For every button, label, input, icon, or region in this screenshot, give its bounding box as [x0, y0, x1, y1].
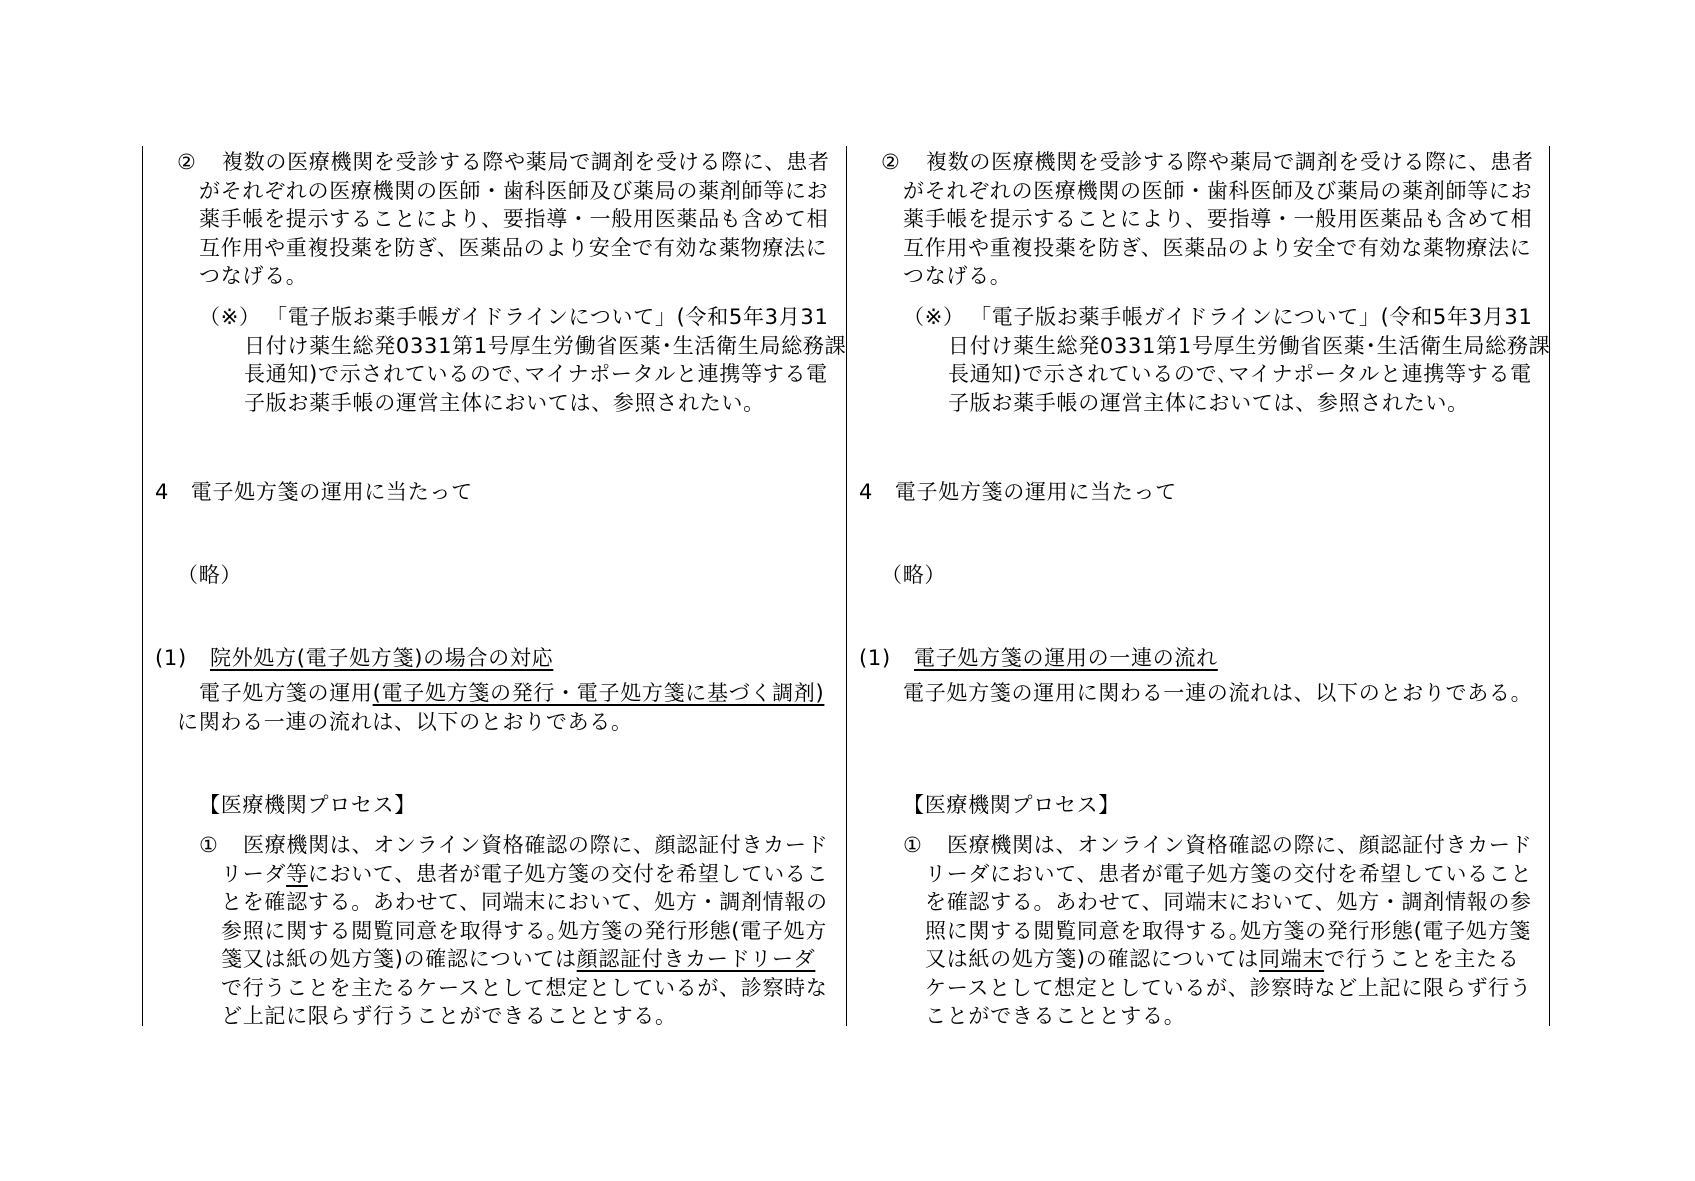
step1-line: 医療機関は、オンライン資格確認の際に、顔認証付きカード [947, 833, 1533, 857]
subsection-1-title: 院外処方(電子処方箋)の場合の対応 [210, 646, 554, 670]
step1-line: 箋又は紙の処方箋)の確認については顔認証付きカードリーダ [221, 947, 816, 971]
step1-line: 又は紙の処方箋)の確認については同端末で行うことを主たる [925, 947, 1520, 971]
section-4-heading: 4 電子処方箋の運用に当たって [859, 480, 1177, 504]
item2-line: 互作用や重複投薬を防ぎ、医薬品のより安全で有効な薬物療法に [903, 235, 1532, 260]
step1-line: とを確認する。あわせて、同端末において、処方・調剤情報の [221, 890, 828, 914]
subsection-1-marker: (1) [859, 646, 891, 670]
step1-marker: ① [903, 833, 923, 857]
step1-line: リーダ等において、患者が電子処方箋の交付を希望しているこ [221, 861, 829, 886]
step1-line: 医療機関は、オンライン資格確認の際に、顔認証付きカード [243, 833, 829, 857]
process-title: 【医療機関プロセス】 [199, 793, 416, 817]
step1-line: ケースとして想定としているが、診察時など上記に限らず行う [925, 975, 1532, 1000]
note-line: 「電子版お薬手帳ガイドラインについて」(令和5年3月31 [266, 305, 829, 329]
step1-line: 参照に関する閲覧同意を取得する｡処方箋の発行形態(電子処方 [221, 918, 827, 943]
section-4-heading: 4 電子処方箋の運用に当たって [155, 480, 473, 504]
step1-line: ことができることとする。 [925, 1004, 1186, 1028]
step1-line: を確認する。あわせて、同端末において、処方・調剤情報の参 [925, 890, 1532, 914]
item2-line: つなげる。 [199, 264, 308, 288]
item2-line: がそれぞれの医療機関の医師・歯科医師及び薬局の薬剤師等にお [199, 178, 829, 203]
note-marker: （※） [903, 305, 965, 329]
item2-line: がそれぞれの医療機関の医師・歯科医師及び薬局の薬剤師等にお [903, 178, 1533, 203]
item2-marker: ② [177, 150, 197, 174]
item2-line: 薬手帳を提示することにより、要指導・一般用医薬品も含めて相 [903, 207, 1533, 231]
subsection-1-marker: (1) [155, 646, 187, 670]
item2-line: つなげる。 [903, 264, 1012, 288]
table-border-right [1549, 146, 1550, 1026]
right-column [846, 146, 1551, 1028]
note-line: 子版お薬手帳の運営主体においては、参照されたい。 [244, 390, 765, 415]
note-marker: （※） [199, 305, 261, 329]
step1-marker: ① [199, 833, 219, 857]
note-line: 長通知)で示されているので､マイナポータルと連携等する電 [948, 362, 1532, 386]
step1-line: 照に関する閲覧同意を取得する｡処方箋の発行形態(電子処方箋 [925, 918, 1531, 943]
item2-line: 薬手帳を提示することにより、要指導・一般用医薬品も含めて相 [199, 207, 829, 231]
subsection-1-body-line: に関わる一連の流れは、以下のとおりである。 [177, 709, 633, 734]
subsection-1-title: 電子処方箋の運用の一連の流れ [914, 646, 1218, 670]
process-title: 【医療機関プロセス】 [903, 793, 1120, 817]
note-line: 日付け薬生総発0331第1号厚生労働省医薬･生活衛生局総務課 [948, 333, 1551, 358]
subsection-1-body: 電子処方箋の運用に関わる一連の流れは、以下のとおりである。 [903, 681, 1533, 705]
item2-marker: ② [881, 150, 901, 174]
step1-line: リーダにおいて、患者が電子処方箋の交付を希望していること [925, 861, 1533, 886]
omitted-note: （略） [881, 563, 947, 587]
step1-line: で行うことを主たるケースとして想定としているが、診察時な [221, 975, 828, 1000]
item2-line: 複数の医療機関を受診する際や薬局で調剤を受ける際に、患者 [926, 150, 1534, 174]
note-line: 長通知)で示されているので､マイナポータルと連携等する電 [244, 362, 828, 386]
item2-line: 互作用や重複投薬を防ぎ、医薬品のより安全で有効な薬物療法に [199, 235, 828, 260]
note-line: 子版お薬手帳の運営主体においては、参照されたい。 [948, 390, 1469, 415]
omitted-note: （略） [177, 563, 243, 587]
note-line: 日付け薬生総発0331第1号厚生労働省医薬･生活衛生局総務課 [244, 333, 847, 358]
note-line: 「電子版お薬手帳ガイドラインについて」(令和5年3月31 [970, 305, 1533, 329]
left-column [142, 146, 847, 1028]
subsection-1-body: 電子処方箋の運用(電子処方箋の発行・電子処方箋に基づく調剤) [199, 681, 825, 705]
item2-line: 複数の医療機関を受診する際や薬局で調剤を受ける際に、患者 [222, 150, 830, 174]
step1-line: ど上記に限らず行うことができることとする。 [221, 1004, 677, 1028]
